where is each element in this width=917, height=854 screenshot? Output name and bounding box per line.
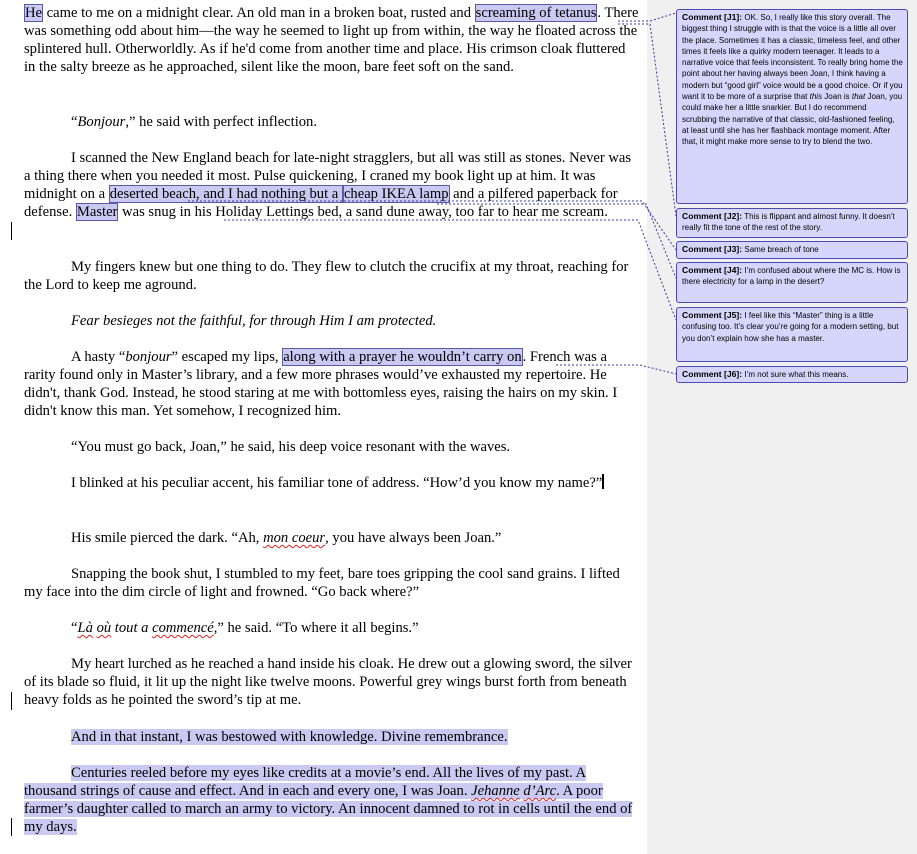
- paragraph-6: [24, 348, 640, 420]
- text-run: “: [71, 114, 78, 130]
- paragraph-14: [24, 764, 640, 836]
- comment-anchor-j1: screaming of tetanus: [475, 5, 597, 21]
- text-run: was snug in his Holiday Lettings bed, a sand dune away, too far to hear me scream.: [118, 204, 608, 220]
- text-run: I blinked at his peculiar accent, his familiar tone of address. “How’d you know my name?”: [71, 475, 603, 491]
- paragraph-1: [24, 4, 640, 76]
- comment-text: I’m not sure what this means.: [742, 370, 849, 379]
- comment-text: Same breach of tone: [742, 245, 819, 254]
- text-run: “: [71, 620, 78, 636]
- text-run: ,” he said with perfect inflection.: [125, 114, 317, 130]
- highlighted-text: And in that instant, I was bestowed with knowledge. Divine remembrance.: [71, 729, 508, 745]
- change-bar: [11, 222, 12, 240]
- text-run: My heart lurched as he reached a hand inside his cloak. He drew out a glowing sword, the silver of its blade so fluid, it lit up the night like twelve moons. Powerful grey wings burst forth from beneath heavy folds as he pointed the sword’s tip at me.: [24, 656, 632, 708]
- comment-text: I’m confused about where the MC is. How is there electricity for a lamp in the desert?: [682, 266, 901, 287]
- comment-j5[interactable]: [676, 307, 908, 362]
- paragraph-3: [24, 149, 640, 221]
- comment-anchor-j6: along with a prayer he wouldn’t carry on: [283, 349, 522, 365]
- text-run: ” escaped my lips,: [171, 349, 283, 365]
- comment-anchor-j4: cheap IKEA lamp: [343, 186, 449, 202]
- text-run: came to me on a midnight clear. An old man in a broken boat, rusted and: [43, 5, 475, 21]
- comment-anchor-j1: He: [25, 5, 43, 21]
- comment-anchor-j3: deserted beach, and I had nothing but a: [109, 186, 342, 202]
- comment-j4[interactable]: [676, 262, 908, 303]
- comment-j3[interactable]: [676, 241, 908, 259]
- comment-label: Comment [J2]:: [682, 211, 743, 221]
- comment-text: that: [851, 92, 866, 102]
- paragraph-12: [24, 655, 640, 709]
- misspelled-word: Jehanne: [471, 783, 520, 799]
- comment-text: this: [809, 92, 823, 102]
- comment-j1[interactable]: [676, 9, 908, 204]
- text-run: A hasty “: [71, 349, 126, 365]
- text-run: tout a: [111, 620, 153, 636]
- comment-label: Comment [J5]:: [682, 310, 743, 320]
- paragraph-11: [24, 619, 640, 637]
- text-cursor: [602, 474, 604, 489]
- text-run: . French was a rarity found only in Master’s library, and a few more phrases would’ve exhausted my repertoire. He didn't, thank God. Instead, he stood staring at me with bottomless eyes, raising the hairs on my skin. I didn't know this man. Yet somehow, I recognized him.: [24, 349, 618, 419]
- comment-text: OK. So, I really like this story overall. The biggest thing I struggle with is that the voice is a little all over the place. Sometimes it has a classic, timeless feel, and other times it feels like a quirky modern teenager. It leads to a narrative voice that feels inconsistent. To really bring home the point about her having always been Joan, I think having a modern but “good girl” voice would be a good choice. Or if you want it to be more of a surprise that: [682, 13, 903, 102]
- paragraph-9: [24, 529, 640, 547]
- comment-j2[interactable]: [676, 208, 908, 238]
- paragraph-8: [24, 474, 640, 492]
- text-run: I scanned the New England beach for late-night stragglers, but all was still as stones. Never was a thing there when you needed it most. Pulse quickening, I craned my book light up at him. It was midnight on a: [24, 150, 632, 202]
- misspelled-word: commencé: [152, 620, 214, 636]
- text-run: “You must go back, Joan,” he said, his deep voice resonant with the waves.: [71, 439, 511, 455]
- text-run: Bonjour: [77, 114, 126, 130]
- comment-text: I feel like this “Master” thing is a little confusing too. It’s clear you’re going for a modern setting, but you don’t explain how she has a master.: [682, 311, 899, 343]
- change-bar: [11, 692, 12, 710]
- misspelled-word: mon coeur: [263, 530, 326, 546]
- text-run: Snapping the book shut, I stumbled to my feet, bare toes gripping the cool sand grains. I lifted my face into the dim circle of light and frowned. “Go back where?”: [24, 566, 620, 600]
- comment-text: Joan is: [822, 92, 852, 102]
- text-run: . There was something odd about him—the way he seemed to light up from within, the way he floated across the splintered hull. Otherworldly. As if he'd come from another time and place. His crimson cloak fluttered in the salty breeze as he approached, silent like the moon, bare feet soft on the sand.: [24, 5, 639, 75]
- text-run: ,” he said. “To where it all begins.”: [213, 620, 419, 636]
- text-run: His smile pierced the dark. “Ah,: [71, 530, 264, 546]
- text-run: Fear besieges not the faithful, for through Him I am protected.: [71, 313, 437, 329]
- text-run: My fingers knew but one thing to do. They flew to clutch the crucifix at my throat, reaching for the Lord to keep me aground.: [24, 259, 629, 293]
- text-run: bonjour: [125, 349, 172, 365]
- paragraph-5: [24, 312, 640, 330]
- comment-text: Joan, you could make her a little snarkier. But I do recommend scrubbing the narrative of that classic, old-fashioned feeling, at least until she has her flashback montage moment. After that, it might make more sense to try to blend the two.: [682, 92, 903, 147]
- highlighted-text: . A poor farmer’s daughter called to march an army to victory. An innocent damned to rot in cells until the end of my days.: [24, 783, 633, 835]
- change-bar: [11, 818, 12, 836]
- text-run: , you have always been Joan.”: [325, 530, 502, 546]
- misspelled-word: où: [96, 620, 112, 636]
- comment-label: Comment [J3]:: [682, 244, 743, 254]
- paragraph-4: [24, 258, 640, 294]
- paragraph-7: [24, 438, 640, 456]
- comment-anchor-j5: Master: [76, 204, 118, 220]
- comment-text: This is flippant and almost funny. It doesn’t really fit the tone of the rest of the story.: [682, 212, 895, 233]
- paragraph-13: [24, 728, 640, 746]
- comment-label: Comment [J4]:: [682, 265, 743, 275]
- comment-j6[interactable]: [676, 366, 908, 383]
- misspelled-word: Là: [77, 620, 93, 636]
- comment-label: Comment [J6]:: [682, 369, 743, 379]
- paragraph-2: [24, 113, 640, 131]
- misspelled-word: d’Arc: [523, 783, 557, 799]
- paragraph-10: [24, 565, 640, 601]
- comment-label: Comment [J1]:: [682, 12, 743, 22]
- text-run: and a pilfered paperback for defense.: [24, 186, 618, 220]
- highlighted-text: Centuries reeled before my eyes like credits at a movie’s end. All the lives of my past. A thousand strings of cause and effect. And in each and every one, I was Joan.: [24, 765, 587, 799]
